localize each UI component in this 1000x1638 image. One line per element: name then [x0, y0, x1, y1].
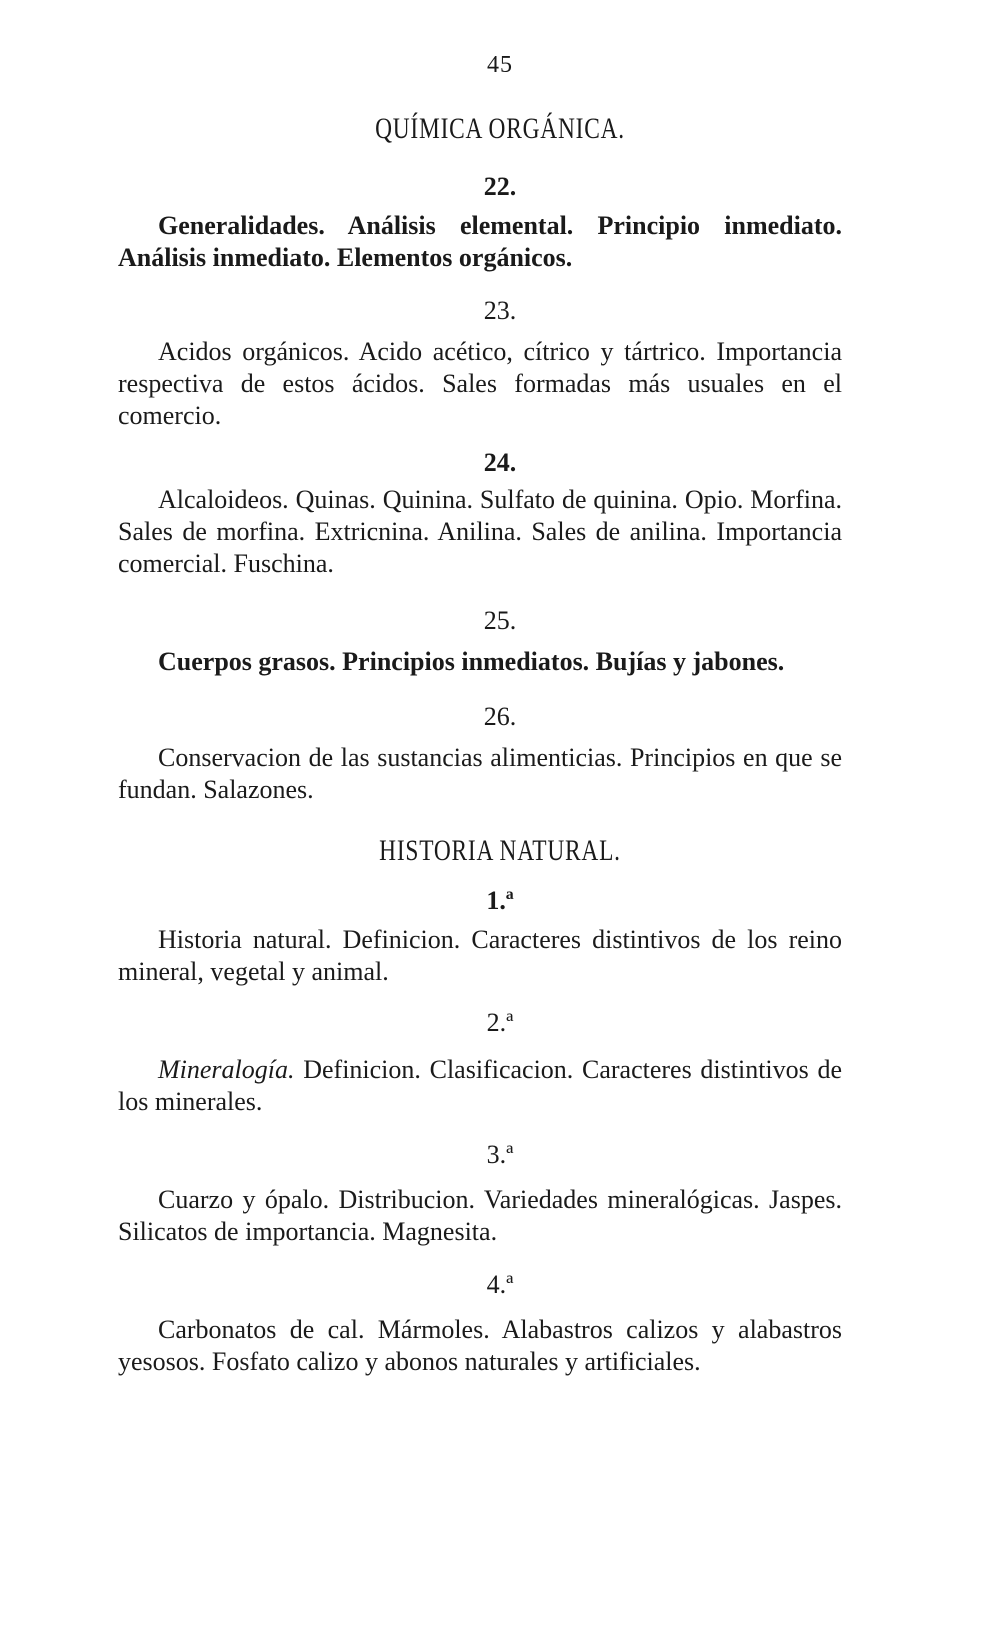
lesson-number: 4.ª — [486, 1270, 514, 1299]
lesson-number: 24. — [483, 448, 517, 477]
page-number: 45 — [487, 52, 513, 78]
lesson-text — [118, 1054, 842, 1118]
section-title-quimica-organica: QUÍMICA ORGÁNICA. — [375, 112, 625, 145]
lesson-number: 2.ª — [486, 1008, 514, 1037]
lesson-number: 1.ª — [486, 886, 514, 915]
lesson-text: Alcaloideos. Quinas. Quinina. Sulfato de quinina. Opio. Morfina. Sales de morfina. Extricnina. Anilina. Sales de anilina. Importancia comercial. Fuschina. — [118, 485, 842, 578]
lesson-number: 3.ª — [486, 1140, 514, 1169]
lesson-text: Acidos orgánicos. Acido acético, cítrico y tártrico. Importancia respectiva de estos ácidos. Sales formadas más usuales en el comercio. — [118, 337, 842, 430]
lesson-number: 26. — [483, 702, 517, 731]
lesson-text: Cuerpos grasos. Principios inmediatos. Bujías y jabones. — [158, 647, 785, 676]
lesson-text: Generalidades. Análisis elemental. Principio inmediato. Análisis inmediato. Elementos orgánicos. — [118, 211, 842, 272]
lesson-italic-lead: Mineralogía. — [158, 1055, 295, 1084]
lesson-number: 23. — [483, 296, 517, 325]
lesson-text: Historia natural. Definicion. Caracteres distintivos de los reino mineral, vegetal y animal. — [118, 925, 842, 986]
lesson-number: 22. — [483, 172, 517, 201]
lesson-number: 25. — [483, 606, 517, 635]
lesson-text: Conservacion de las sustancias alimenticias. Principios en que se fundan. Salazones. — [118, 743, 842, 804]
section-title-historia-natural: HISTORIA NATURAL. — [379, 834, 621, 867]
lesson-text-body: Definicion. Clasificacion. Caracteres distintivos de los minerales. — [118, 1055, 843, 1116]
lesson-text: Carbonatos de cal. Mármoles. Alabastros calizos y alabastros yesosos. Fosfato calizo y abonos naturales y artificiales. — [118, 1315, 842, 1376]
lesson-text: Cuarzo y ópalo. Distribucion. Variedades mineralógicas. Jaspes. Silicatos de importancia. Magnesita. — [118, 1185, 842, 1246]
